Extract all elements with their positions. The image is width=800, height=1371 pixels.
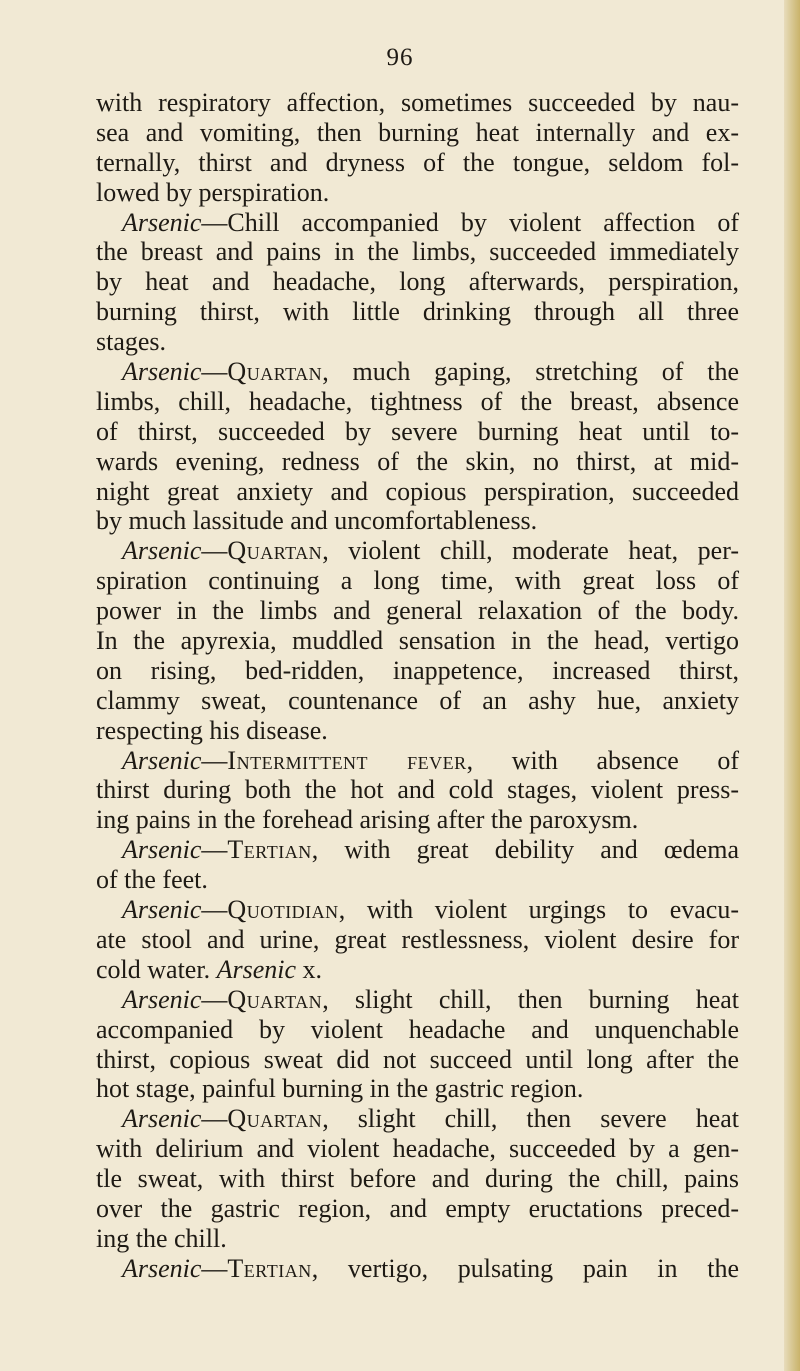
- text-segment: burning thirst, with little drinking through all three: [96, 297, 739, 327]
- fever-type: Quartan: [227, 357, 323, 387]
- text-line: [96, 88, 739, 118]
- text-segment: the breast and pains in the limbs, succeeded immediately: [96, 237, 739, 267]
- text-segment: lowed by perspiration.: [96, 177, 330, 207]
- body-text: [96, 88, 739, 1284]
- text-segment: —: [201, 357, 228, 387]
- text-segment: ing pains in the forehead arising after the paroxysm.: [96, 805, 639, 835]
- text-line: [96, 477, 739, 507]
- text-line: [96, 536, 739, 566]
- text-line: [96, 716, 739, 746]
- text-segment: x.: [296, 954, 322, 984]
- text-line: [96, 985, 739, 1015]
- text-line: [96, 357, 739, 387]
- remedy-name: Arsenic: [122, 357, 202, 387]
- text-line: [96, 746, 739, 776]
- text-segment: , slight chill, then severe heat: [322, 1104, 739, 1134]
- text-line: [96, 1104, 739, 1134]
- remedy-name: Arsenic: [122, 835, 202, 865]
- page-number: 96: [386, 44, 414, 71]
- fever-type: Quotidian: [227, 895, 339, 925]
- text-segment: , violent chill, moderate heat, per-: [322, 536, 739, 566]
- text-segment: , with great debility and œdema: [311, 835, 739, 865]
- remedy-name: Arsenic: [122, 536, 202, 566]
- text-segment: —: [201, 1253, 228, 1283]
- remedy-name: Arsenic: [122, 895, 202, 925]
- text-segment: limbs, chill, headache, tightness of the breast, absence: [96, 386, 739, 416]
- text-line: [96, 925, 739, 955]
- text-line: [96, 835, 739, 865]
- text-line: [96, 686, 739, 716]
- text-segment: on rising, bed-ridden, inappetence, increased thirst,: [96, 655, 739, 685]
- text-segment: ternally, thirst and dryness of the tongue, seldom fol-: [96, 147, 739, 177]
- text-line: [96, 1254, 739, 1284]
- text-segment: —Chill accompanied by violent affection of: [201, 207, 739, 237]
- fever-type: Tertian: [227, 835, 312, 865]
- text-line: [96, 895, 739, 925]
- text-line: [96, 1164, 739, 1194]
- text-line: [96, 447, 739, 477]
- text-segment: ing the chill.: [96, 1223, 227, 1253]
- text-segment: spiration continuing a long time, with great loss of: [96, 566, 739, 596]
- text-segment: wards evening, redness of the skin, no thirst, at mid-: [96, 446, 739, 476]
- fever-type: Quartan: [227, 536, 323, 566]
- text-segment: ate stool and urine, great restlessness, violent desire for: [96, 924, 739, 954]
- remedy-name: Arsenic: [122, 984, 202, 1014]
- text-line: [96, 596, 739, 626]
- text-segment: , with violent urgings to evacu-: [338, 895, 739, 925]
- text-segment: cold water.: [96, 954, 217, 984]
- text-line: [96, 118, 739, 148]
- text-line: [96, 1045, 739, 1075]
- text-line: [96, 955, 739, 985]
- text-line: [96, 178, 739, 208]
- fever-type: Quartan: [227, 984, 323, 1014]
- text-line: [96, 656, 739, 686]
- text-line: [96, 865, 739, 895]
- text-segment: clammy sweat, countenance of an ashy hue, anxiety: [96, 685, 739, 715]
- text-segment: In the apyrexia, muddled sensation in the head, vertigo: [96, 626, 739, 656]
- text-line: [96, 267, 739, 297]
- text-segment: hot stage, painful burning in the gastric region.: [96, 1074, 584, 1104]
- fever-type: Quartan: [227, 1104, 323, 1134]
- text-line: [96, 1194, 739, 1224]
- text-segment: tle sweat, with thirst before and during the chill, pains: [96, 1164, 739, 1194]
- text-segment: —: [201, 984, 228, 1014]
- remedy-name: Arsenic: [122, 1104, 202, 1134]
- text-segment: , slight chill, then burning heat: [322, 984, 739, 1014]
- remedy-name: Arsenic: [216, 954, 296, 984]
- text-segment: , vertigo, pulsating pain in the: [311, 1253, 739, 1283]
- text-line: [96, 327, 739, 357]
- remedy-name: Arsenic: [122, 207, 202, 237]
- text-line: [96, 775, 739, 805]
- text-segment: of thirst, succeeded by severe burning heat until to-: [96, 416, 739, 446]
- text-segment: respecting his disease.: [96, 715, 328, 745]
- text-segment: over the gastric region, and empty eructations preced-: [96, 1193, 739, 1223]
- text-segment: thirst during both the hot and cold stages, violent press-: [96, 775, 739, 805]
- text-line: [96, 208, 739, 238]
- text-segment: with respiratory affection, sometimes succeeded by nau-: [96, 88, 739, 117]
- remedy-name: Arsenic: [122, 745, 202, 775]
- text-segment: night great anxiety and copious perspiration, succeeded: [96, 476, 739, 506]
- text-line: [96, 626, 739, 656]
- text-line: [96, 297, 739, 327]
- text-line: [96, 805, 739, 835]
- text-segment: stages.: [96, 327, 167, 357]
- text-segment: by heat and headache, long afterwards, perspiration,: [96, 267, 739, 297]
- text-segment: , much gaping, stretching of the: [322, 357, 739, 387]
- text-segment: thirst, copious sweat did not succeed until long after the: [96, 1044, 739, 1074]
- text-segment: accompanied by violent headache and unquenchable: [96, 1014, 739, 1044]
- text-segment: of the feet.: [96, 865, 208, 895]
- text-line: [96, 237, 739, 267]
- fever-type: Tertian: [227, 1253, 312, 1283]
- text-segment: —: [201, 895, 228, 925]
- text-line: [96, 1134, 739, 1164]
- page-edge: [784, 0, 800, 1371]
- remedy-name: Arsenic: [122, 1253, 202, 1283]
- text-segment: —: [201, 835, 228, 865]
- text-segment: , with absence of: [466, 745, 739, 775]
- text-line: [96, 1074, 739, 1104]
- text-line: [96, 387, 739, 417]
- text-segment: by much lassitude and uncomfortableness.: [96, 506, 538, 536]
- text-segment: power in the limbs and general relaxation of the body.: [96, 596, 739, 626]
- text-line: [96, 506, 739, 536]
- text-line: [96, 1015, 739, 1045]
- text-segment: —: [201, 745, 228, 775]
- text-segment: —: [201, 536, 228, 566]
- text-segment: with delirium and violent headache, succeeded by a gen-: [96, 1134, 739, 1164]
- text-line: [96, 148, 739, 178]
- text-line: [96, 417, 739, 447]
- text-segment: sea and vomiting, then burning heat internally and ex-: [96, 117, 739, 147]
- text-segment: —: [201, 1104, 228, 1134]
- text-line: [96, 566, 739, 596]
- text-line: [96, 1224, 739, 1254]
- fever-type: Intermittent fever: [227, 745, 467, 775]
